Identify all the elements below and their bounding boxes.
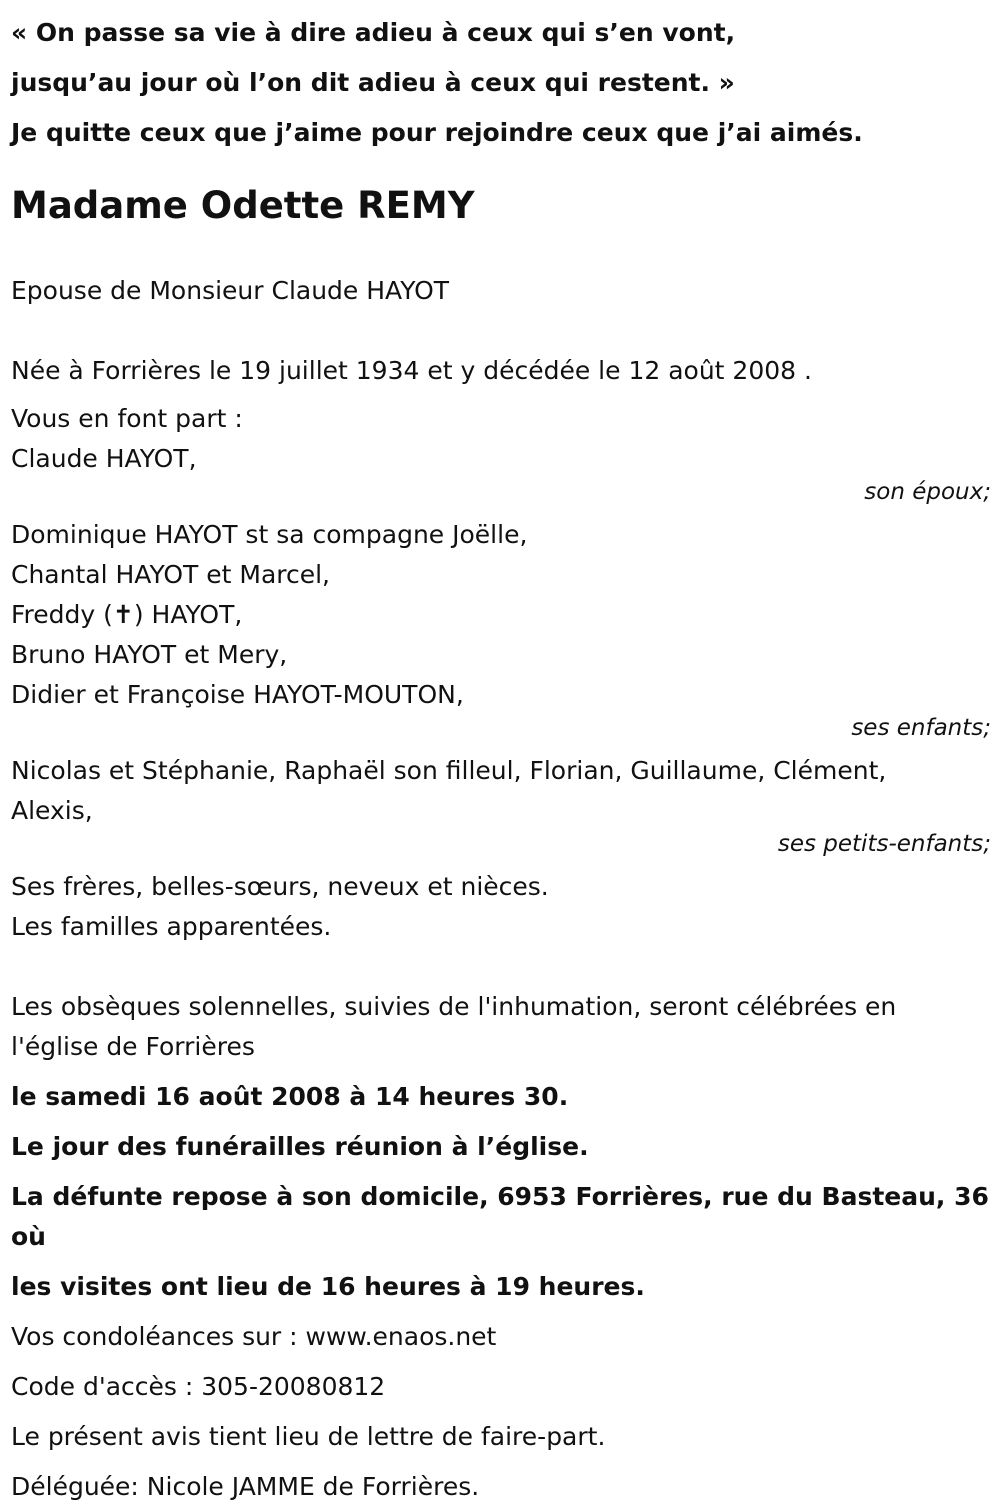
funeral-meeting: Le jour des funérailles réunion à l’église.: [11, 1132, 589, 1161]
role-grandchildren: ses petits-enfants;: [777, 831, 991, 857]
spouse-name: Claude HAYOT,: [11, 444, 197, 473]
announce-intro: Vous en font part :: [11, 404, 243, 433]
child-2: Chantal HAYOT et Marcel,: [11, 560, 331, 589]
child-4: Bruno HAYOT et Mery,: [11, 640, 288, 669]
family-line-2: Les familles apparentées.: [11, 912, 332, 941]
spouse-line: Epouse de Monsieur Claude HAYOT: [11, 276, 450, 305]
grandchildren-list: [11, 751, 991, 831]
quote-line-1: « On passe sa vie à dire adieu à ceux qui s’en vont,: [11, 18, 736, 47]
funeral-line-1: Les obsèques solennelles, suivies de l'inhumation, seront célébrées en: [11, 992, 897, 1021]
role-spouse: son époux;: [864, 479, 991, 505]
role-children: ses enfants;: [851, 715, 991, 741]
quote-line-3: Je quitte ceux que j’aime pour rejoindre ceux que j’ai aimés.: [11, 118, 863, 147]
grandchildren-line-1: Nicolas et Stéphanie, Raphaël son filleul, Florian, Guillaume, Clément,: [11, 756, 887, 785]
child-5: Didier et Françoise HAYOT-MOUTON,: [11, 680, 464, 709]
funeral-details: [11, 987, 991, 1307]
notice-line: Le présent avis tient lieu de lettre de faire-part.: [11, 1422, 606, 1451]
condolences-line: Vos condoléances sur : www.enaos.net: [11, 1322, 497, 1351]
delegate-line: Déléguée: Nicole JAMME de Forrières.: [11, 1472, 480, 1501]
child-1: Dominique HAYOT st sa compagne Joëlle,: [11, 520, 528, 549]
repose-line-1: La défunte repose à son domicile, 6953 Forrières, rue du Basteau, 36: [11, 1182, 989, 1211]
quote-line-2: jusqu’au jour où l’on dit adieu à ceux qui restent. »: [11, 68, 735, 97]
repose-line-2: où: [11, 1222, 46, 1251]
access-code-line: Code d'accès : 305-20080812: [11, 1372, 386, 1401]
child-3: Freddy (✝) HAYOT,: [11, 600, 243, 629]
children-list: [11, 515, 991, 715]
birth-death-line: Née à Forrières le 19 juillet 1934 et y décédée le 12 août 2008 .: [11, 356, 812, 385]
funeral-date: le samedi 16 août 2008 à 14 heures 30.: [11, 1082, 569, 1111]
visits-line: les visites ont lieu de 16 heures à 19 heures.: [11, 1272, 645, 1301]
obituary-notice: [11, 8, 991, 1507]
family-line-1: Ses frères, belles-sœurs, neveux et nièces.: [11, 872, 549, 901]
funeral-line-2: l'église de Forrières: [11, 1032, 255, 1061]
epigraph-quote: [11, 8, 991, 158]
deceased-name: Madame Odette REMY: [11, 184, 475, 227]
grandchildren-line-2: Alexis,: [11, 796, 93, 825]
